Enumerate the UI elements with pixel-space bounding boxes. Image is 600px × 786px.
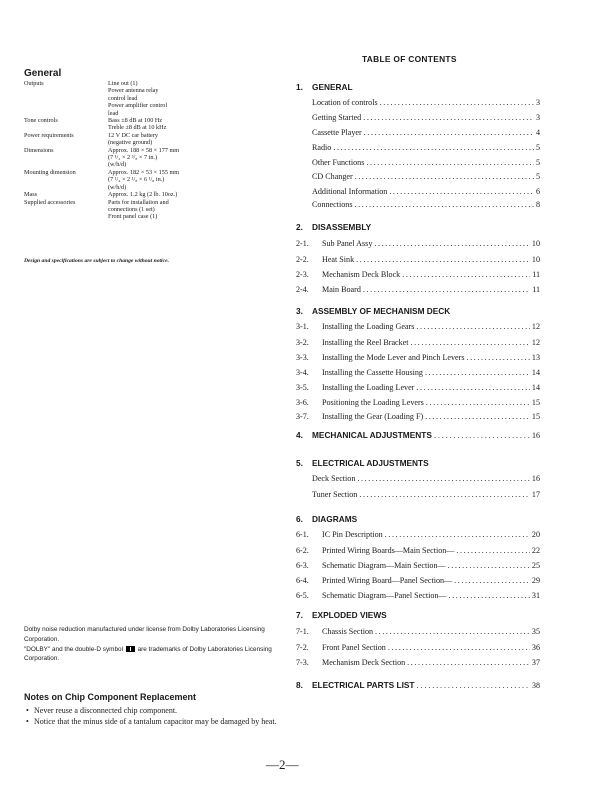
toc-entry-title: Sub Panel Assy (322, 239, 373, 248)
toc-entry-title: Installing the Mode Lever and Pinch Levers (322, 353, 465, 362)
spec-label: Mass (24, 191, 38, 199)
toc-entry-number: 3-5. (296, 383, 309, 392)
toc-entry-page: 37 (531, 658, 540, 667)
toc-leader (416, 322, 530, 331)
toc-section (296, 458, 540, 468)
spec-row (24, 132, 234, 147)
toc-section-number: 6. (296, 514, 303, 524)
toc-entry-number: 3-7. (296, 412, 309, 421)
toc-entry-number: 7-2. (296, 643, 309, 652)
toc-leader (388, 643, 530, 652)
toc-entry-number: 6-1. (296, 530, 309, 539)
double-d-icon (126, 646, 135, 652)
toc-entry (296, 412, 540, 421)
toc-section-page: 16 (532, 431, 540, 440)
spec-value-line: Power amplifier control (108, 102, 168, 110)
toc-entry (296, 98, 540, 107)
spec-label: Dimensions (24, 146, 54, 154)
toc-entry (296, 643, 540, 652)
toc-entry-title: Installing the Loading Gears (322, 322, 415, 331)
toc-entry-page: 3 (535, 98, 540, 107)
toc-entry (296, 172, 540, 181)
toc-entry-number: 6-3. (296, 561, 309, 570)
spec-row (24, 117, 234, 132)
toc-entry-page: 13 (531, 353, 540, 362)
toc-entry-title: Getting Started (312, 113, 362, 122)
toc-entry-title: Installing the Gear (Loading F) (322, 412, 424, 421)
toc-entry-page: 5 (535, 172, 540, 181)
toc-leader (426, 398, 530, 407)
toc-entry-page: 12 (531, 338, 540, 347)
toc-section-number: 3. (296, 306, 303, 316)
toc-entry (296, 546, 540, 555)
dolby-note (24, 625, 279, 664)
toc-entry (296, 322, 540, 331)
chip-note-item (26, 716, 286, 727)
toc-entry-page: 15 (531, 398, 540, 407)
toc-entry-title: Heat Sink (322, 255, 355, 264)
toc-entry-title: IC Pin Description (322, 530, 383, 539)
toc-entry-title: Location of controls (312, 98, 378, 107)
spec-value-line: Approx. 1.2 kg (2 lb. 10oz.) (108, 191, 178, 199)
toc-section-title: ELECTRICAL ADJUSTMENTS (312, 458, 429, 468)
toc-entry-title: Front Panel Section (322, 643, 386, 652)
toc-entry-title: Schematic Diagram—Main Section— (322, 561, 446, 570)
toc-entry-page: 35 (531, 627, 540, 636)
toc-entry-page: 12 (531, 322, 540, 331)
toc-entry (296, 200, 540, 209)
toc-entry-number: 3-6. (296, 398, 309, 407)
toc-leader (434, 430, 530, 440)
toc-entry-number: 3-4. (296, 368, 309, 377)
bullet-icon: • (26, 717, 29, 726)
toc-entry-number: 3-2. (296, 338, 309, 347)
spec-row (24, 191, 234, 198)
toc-entry-page: 11 (532, 285, 540, 294)
general-title: General (24, 68, 62, 79)
spec-row (24, 147, 234, 169)
toc-entry-page: 16 (531, 474, 540, 483)
toc-leader (416, 383, 530, 392)
toc-entry-title: Positioning the Loading Levers (322, 398, 424, 407)
spec-value (108, 191, 234, 198)
spec-value (108, 199, 234, 221)
toc-entry-page: 5 (535, 158, 540, 167)
toc-section-title: DISASSEMBLY (312, 222, 372, 232)
toc-leader (385, 530, 530, 539)
toc-leader (375, 627, 530, 636)
toc-entry-number: 2-1. (296, 239, 309, 248)
toc-section-title: ASSEMBLY OF MECHANISM DECK (312, 306, 451, 316)
spec-value (108, 80, 234, 117)
toc-leader (333, 143, 534, 152)
spec-value (108, 117, 234, 132)
toc-entry-number: 3-1. (296, 322, 309, 331)
toc-entry-page: 5 (535, 143, 540, 152)
toc-entry (296, 490, 540, 499)
spec-value-line: (negative ground) (108, 139, 153, 147)
toc-entry (296, 270, 540, 279)
toc-entry-title: CD Changer (312, 172, 353, 181)
toc-leader (363, 113, 534, 122)
toc-entry-title: Main Board (322, 285, 361, 294)
toc-leader (454, 576, 530, 585)
toc-entry-title: Printed Wiring Board—Panel Section— (322, 576, 453, 585)
toc-leader (380, 98, 534, 107)
toc-section (296, 306, 540, 316)
toc-section (296, 222, 540, 232)
toc-section-number: 7. (296, 610, 303, 620)
toc-entry-title: Installing the Cassette Housing (322, 368, 423, 377)
spec-label: Mounting dimension (24, 168, 76, 176)
toc-entry-title: Installing the Loading Lever (322, 383, 415, 392)
toc-entry (296, 353, 540, 362)
toc-entry (296, 158, 540, 167)
toc-section-number: 5. (296, 458, 303, 468)
spec-label: Outputs (24, 80, 44, 87)
chip-note-item (26, 705, 286, 716)
toc-section-title: ELECTRICAL PARTS LIST (312, 680, 415, 690)
toc-entry-title: Connections (312, 200, 353, 209)
toc-section (296, 82, 540, 92)
toc-leader (364, 128, 534, 137)
toc-leader (449, 591, 530, 600)
toc-entry (296, 591, 540, 600)
toc-entry-title: Mechanism Deck Section (322, 658, 406, 667)
toc-entry (296, 187, 540, 196)
toc-entry (296, 383, 540, 392)
toc-entry-page: 6 (535, 187, 540, 196)
toc-entry-page: 8 (535, 200, 540, 209)
toc-entry-page: 22 (531, 546, 540, 555)
chip-notes-title: Notes on Chip Component Replacement (24, 692, 197, 702)
dolby-line-2b: are trademarks of Dolby Laboratories Licensing Corporation. (24, 645, 272, 663)
spec-label: Power requirements (24, 131, 74, 139)
toc-entry-page: 20 (531, 530, 540, 539)
toc-entry-title: Tuner Section (312, 490, 358, 499)
toc-entry-page: 10 (531, 255, 540, 264)
toc-entry-title: Schematic Diagram—Panel Section— (322, 591, 447, 600)
toc-entry-number: 6-4. (296, 576, 309, 585)
toc-entry (296, 627, 540, 636)
toc-entry-page: 15 (531, 412, 540, 421)
toc-entry-number: 2-4. (296, 285, 309, 294)
toc-section-title: DIAGRAMS (312, 514, 358, 524)
toc-entry (296, 398, 540, 407)
spec-value-line: (7 ¹/₂ × 2 ³/₈ × 7 in.) (108, 154, 158, 162)
toc-entry (296, 255, 540, 264)
toc-entry (296, 285, 540, 294)
spec-value-line: Power antenna relay (108, 87, 159, 95)
toc-entry-title: Installing the Reel Bracket (322, 338, 409, 347)
toc-section (296, 680, 540, 690)
toc-leader (416, 680, 530, 690)
toc-entry-page: 17 (531, 490, 540, 499)
spec-label: Supplied accessories (24, 198, 76, 206)
spec-value (108, 169, 234, 191)
toc-entry-number: 2-3. (296, 270, 309, 279)
toc-entry-page: 11 (532, 270, 540, 279)
spec-value (108, 147, 234, 169)
toc-leader (425, 368, 530, 377)
page-number: —2— (266, 757, 299, 772)
toc-section-number: 1. (296, 82, 303, 92)
toc-entry-page: 14 (531, 368, 540, 377)
toc-entry-title: Chassis Section (322, 627, 374, 636)
toc-entry-number: 6-5. (296, 591, 309, 600)
toc-leader (363, 285, 530, 294)
toc-entry-page: 4 (535, 128, 540, 137)
toc-entry-page: 31 (531, 591, 540, 600)
toc-entry-number: 3-3. (296, 353, 309, 362)
toc-leader (356, 255, 530, 264)
toc-section-title: GENERAL (312, 82, 353, 92)
spec-table (24, 80, 234, 221)
spec-value-line: Approx. 188 × 58 × 177 mm (108, 146, 180, 154)
toc-leader (407, 658, 530, 667)
chip-note-text: Notice that the minus side of a tantalum capacitor may be damaged by heat. (34, 717, 277, 726)
toc-section (296, 430, 540, 440)
toc-leader (467, 353, 530, 362)
spec-value-line: (w/h/d) (108, 183, 127, 191)
toc-leader (411, 338, 530, 347)
spec-value-line: (w/h/d) (108, 161, 127, 169)
chip-notes-list (26, 705, 286, 727)
toc-entry-page: 3 (535, 113, 540, 122)
spec-row (24, 169, 234, 191)
spec-value-line: connections (1 set) (108, 205, 155, 213)
toc-entry (296, 368, 540, 377)
toc-leader (425, 412, 530, 421)
spec-value (108, 132, 234, 147)
spec-label: Tone controls (24, 117, 58, 125)
toc-leader (359, 490, 530, 499)
toc-section-title: MECHANICAL ADJUSTMENTS (312, 430, 432, 440)
toc-entry (296, 338, 540, 347)
spec-value-line: Front panel case (1) (108, 213, 158, 221)
toc-section-number: 4. (296, 430, 303, 440)
toc-section (296, 514, 540, 524)
toc-entry-title: Mechanism Deck Block (322, 270, 401, 279)
toc-leader (448, 561, 530, 570)
toc-leader (366, 158, 534, 167)
toc-entry-number: 7-3. (296, 658, 309, 667)
toc-leader (456, 546, 530, 555)
spec-value-line: 12 V DC car battery (108, 131, 158, 139)
spec-value-line: Parts for installation and (108, 198, 169, 206)
toc-leader (389, 187, 534, 196)
toc-entry (296, 474, 540, 483)
toc-entry-page: 10 (531, 239, 540, 248)
toc-entry-page: 29 (531, 576, 540, 585)
spec-value-line: control lead (108, 94, 138, 102)
toc-entry (296, 576, 540, 585)
toc-leader (402, 270, 530, 279)
toc-entry-page: 25 (531, 561, 540, 570)
chip-note-text: Never reuse a disconnected chip component. (34, 706, 178, 715)
spec-value-line: Line out (1) (108, 80, 138, 87)
toc-section-page: 38 (532, 681, 540, 690)
spec-row (24, 80, 234, 117)
spec-value-line: Treble ±8 dB at 10 kHz (108, 124, 167, 132)
toc-entry (296, 143, 540, 152)
dolby-line-2a: "DOLBY" and the double-D symbol (24, 645, 124, 653)
toc-entry (296, 128, 540, 137)
spec-value-line: (7 ¹/₄ × 2 ¹/₈ × 6 ¹/₈ in.) (108, 176, 165, 184)
toc-section-title: EXPLODED VIEWS (312, 610, 387, 620)
toc-section-number: 2. (296, 222, 303, 232)
toc-entry (296, 113, 540, 122)
spec-value-line: lead (108, 109, 119, 117)
toc-entry (296, 239, 540, 248)
spec-value-line: Bass ±8 dB at 100 Hz (108, 117, 163, 125)
toc-entry (296, 658, 540, 667)
toc-entry-title: Additional Information (312, 187, 388, 196)
toc-entry (296, 561, 540, 570)
spec-row (24, 199, 234, 221)
toc-entry-title: Radio (312, 143, 332, 152)
spec-value-line: Approx. 182 × 53 × 155 mm (108, 168, 180, 176)
toc-entry-number: 2-2. (296, 255, 309, 264)
toc-entry-number: 6-2. (296, 546, 309, 555)
dolby-line-2 (24, 645, 279, 665)
toc-leader (354, 200, 533, 209)
spec-note: Design and specifications are subject to change without notice. (24, 258, 169, 264)
toc-title: TABLE OF CONTENTS (362, 54, 457, 64)
bullet-icon: • (26, 706, 29, 715)
toc-entry-page: 36 (531, 643, 540, 652)
toc-entry-number: 7-1. (296, 627, 309, 636)
toc-leader (355, 172, 534, 181)
dolby-line-1: Dolby noise reduction manufactured under license from Dolby Laboratories Licensing Corporation. (24, 626, 265, 643)
toc-entry-title: Cassette Player (312, 128, 362, 137)
toc-entry (296, 530, 540, 539)
toc-entry-title: Printed Wiring Boards—Main Section— (322, 546, 455, 555)
toc-section (296, 610, 540, 620)
toc-section-number: 8. (296, 680, 303, 690)
toc-entry-title: Other Functions (312, 158, 365, 167)
toc-leader (357, 474, 530, 483)
toc-entry-page: 14 (531, 383, 540, 392)
toc-leader (374, 239, 530, 248)
toc-entry-title: Deck Section (312, 474, 356, 483)
